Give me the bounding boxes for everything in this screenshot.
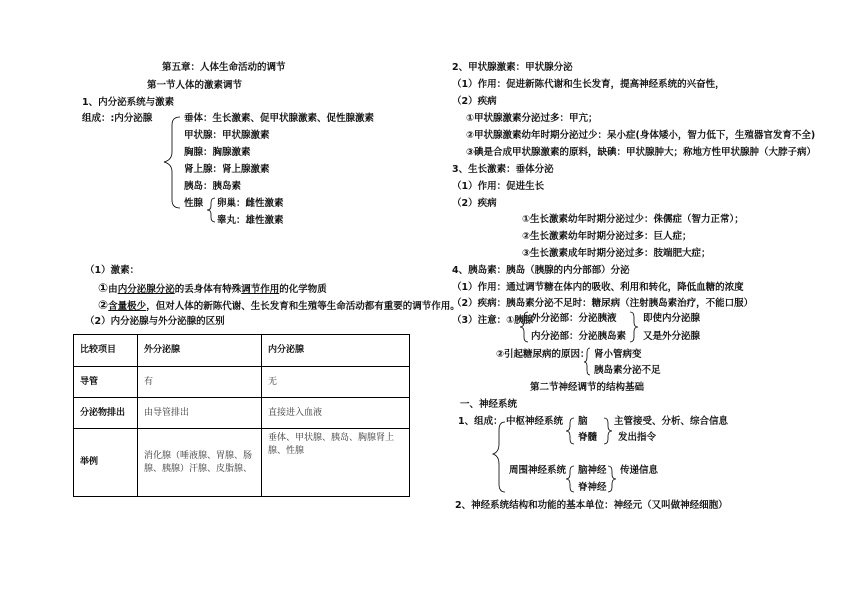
point1-underlined-function: 调节作用 — [241, 284, 280, 295]
gonad-brace — [207, 198, 215, 222]
thyroid-function: （1）作用：促进新陈代谢和生长发育，提高神经系统的兴奋性， — [452, 79, 725, 90]
ns-brace — [493, 422, 505, 492]
table-row — [74, 429, 410, 497]
gland-ovary: 卵巢：雌性激素 — [217, 198, 284, 209]
thyroid-disease-heading: （2）疾病 — [452, 96, 497, 107]
insulin-disease: （2）疾病：胰岛素分泌不足时：糖尿病（注射胰岛素治疗，不能口服） — [452, 298, 754, 309]
spinal-nerve-label: 脊神经 — [578, 482, 607, 493]
diabetes-cause-label: ②引起糖尿病的原因： — [496, 349, 590, 360]
table-header-cell: 比较项目 — [74, 335, 138, 367]
table-cell: 直接进入血液 — [262, 398, 410, 429]
comparison-heading: （2）内分泌腺与外分泌腺的区别 — [85, 316, 225, 327]
pancreas-note-2: 又是外分泌腺 — [643, 331, 701, 342]
table-cell: 垂体、甲状腺、胰岛、胸腺肾上腺、性腺 — [262, 429, 410, 497]
pns-right-brace — [608, 466, 616, 492]
thyroid-disease-2: ②甲状腺激素幼年时期分泌过少：呆小症(身体矮小，智力低下，生殖器官发育不全) — [466, 130, 816, 141]
chapter-title: 第五章：人体生命活动的调节 — [162, 62, 286, 73]
insulin-heading: 4、胰岛素：胰岛（胰腺的内分部部）分泌 — [452, 265, 630, 276]
point2-underlined: 含量极少 — [108, 301, 147, 312]
thyroid-heading: 2、甲状腺激素：甲状腺分泌 — [452, 62, 573, 73]
diabetes-cause-1: 肾小管病变 — [594, 349, 642, 360]
ns-heading: 一、神经系统 — [460, 399, 518, 410]
point1-mid: 的丢身体有特殊 — [174, 284, 242, 295]
composition-label: 组成：:内分泌腺 — [82, 113, 153, 124]
gland-pituitary: 垂体：生长激素、促甲状腺激素、促性腺激素 — [184, 113, 375, 124]
pns-brace — [566, 466, 574, 492]
bullet-number: ② — [98, 298, 109, 312]
table-cell: 有 — [138, 367, 262, 398]
gland-adrenal: 肾上腺：肾上腺激素 — [184, 164, 270, 175]
pancreas-note-1: 即使内分泌腺 — [643, 313, 701, 324]
cns-brace — [566, 418, 574, 444]
insulin-function: （1）作用：通过调节糖在体内的吸收、利用和转化，降低血糖的浓度 — [452, 282, 744, 293]
gh-function: （1）作用：促进生长 — [452, 181, 545, 192]
hormone-point-2 — [98, 299, 460, 313]
gh-disease-3: ③生长激素成年时期分泌过多：肢端肥大症； — [522, 248, 711, 259]
hormone-point-1 — [98, 282, 327, 296]
point1-underlined-source: 内分泌腺分泌 — [117, 284, 175, 295]
neuron-line: 2、神经系统结构和功能的基本单位：神经元（又叫做神经细胞） — [455, 500, 728, 511]
pns-desc: 传递信息 — [620, 465, 659, 476]
hormone-heading: （1）激素： — [85, 265, 140, 276]
spinal-cord-label: 脊髓 — [578, 432, 598, 443]
gh-disease-1: ①生长激素幼年时期分泌过少：侏儒症（智力正常）； — [522, 214, 744, 225]
table-row — [74, 367, 410, 398]
gland-testis: 睾丸：雄性激素 — [217, 215, 284, 226]
gh-heading: 3、生长激素：垂体分泌 — [452, 164, 554, 175]
table-header-row — [74, 335, 410, 367]
note-label: （3）注意：①胰腺 — [452, 315, 534, 326]
gland-thyroid: 甲状腺：甲状腺激素 — [184, 130, 270, 141]
table-cell: 分泌物排出 — [74, 398, 138, 429]
cns-desc-2: 发出指令 — [618, 432, 657, 443]
table-header-cell: 内分泌腺 — [262, 335, 410, 367]
table-header-cell: 外分泌腺 — [138, 335, 262, 367]
pancreas-exocrine: 外分泌部：分泌胰液 — [531, 313, 617, 324]
point2-post: ，但对人体的新陈代谢、生长发育和生殖等生命活动都有重要的调节作用。 — [146, 301, 460, 312]
section-title: 第一节人体的激素调节 — [147, 80, 243, 91]
thyroid-disease-1: ①甲状腺激素分泌过多：甲亢； — [466, 113, 598, 124]
cranial-nerve-label: 脑神经 — [578, 465, 607, 476]
point1-pre: 由 — [108, 284, 118, 295]
pancreas-right-brace — [630, 312, 638, 342]
bullet-number: ① — [98, 281, 109, 295]
ns-composition-label: 1、组成： — [458, 416, 503, 427]
cns-desc-1: 主管接受、分析、综合信息 — [614, 416, 729, 427]
table-cell: 导管 — [74, 367, 138, 398]
gland-pancreas: 胰岛：胰岛素 — [184, 181, 242, 192]
brain-label: 脑 — [578, 416, 588, 427]
table-cell: 举例 — [74, 429, 138, 497]
thyroid-disease-3: ③碘是合成甲状腺激素的原料，缺碘：甲状腺肿大；称地方性甲状腺肿（大脖子病） — [466, 147, 817, 158]
gland-thymus: 胸腺：胸腺激素 — [184, 147, 251, 158]
gland-gonad: 性腺 — [184, 198, 204, 209]
pancreas-endocrine: 内分泌部：分泌胰岛素 — [531, 331, 627, 342]
point1-post: 的化学物质 — [279, 284, 327, 295]
table-cell: 消化腺（唾液腺、胃腺、肠腺、胰腺）汗腺、皮脂腺、 — [138, 429, 262, 497]
cns-label: 中枢神经系统 — [506, 416, 564, 427]
heading-endocrine-system: 1、内分泌系统与激素 — [82, 97, 175, 108]
table-row — [74, 398, 410, 429]
pns-label: 周围神经系统 — [509, 465, 567, 476]
table-cell: 由导管排出 — [138, 398, 262, 429]
cns-right-brace — [604, 418, 612, 444]
comparison-table — [73, 334, 410, 497]
gh-disease-2: ②生长激素幼年时期分泌过多：巨人症； — [522, 231, 692, 242]
section2-title: 第二节神经调节的结构基础 — [530, 382, 645, 393]
glands-brace — [164, 117, 180, 208]
gh-disease-heading: （2）疾病 — [452, 198, 497, 209]
diabetes-cause-2: 胰岛素分泌不足 — [594, 365, 661, 376]
table-cell: 无 — [262, 367, 410, 398]
